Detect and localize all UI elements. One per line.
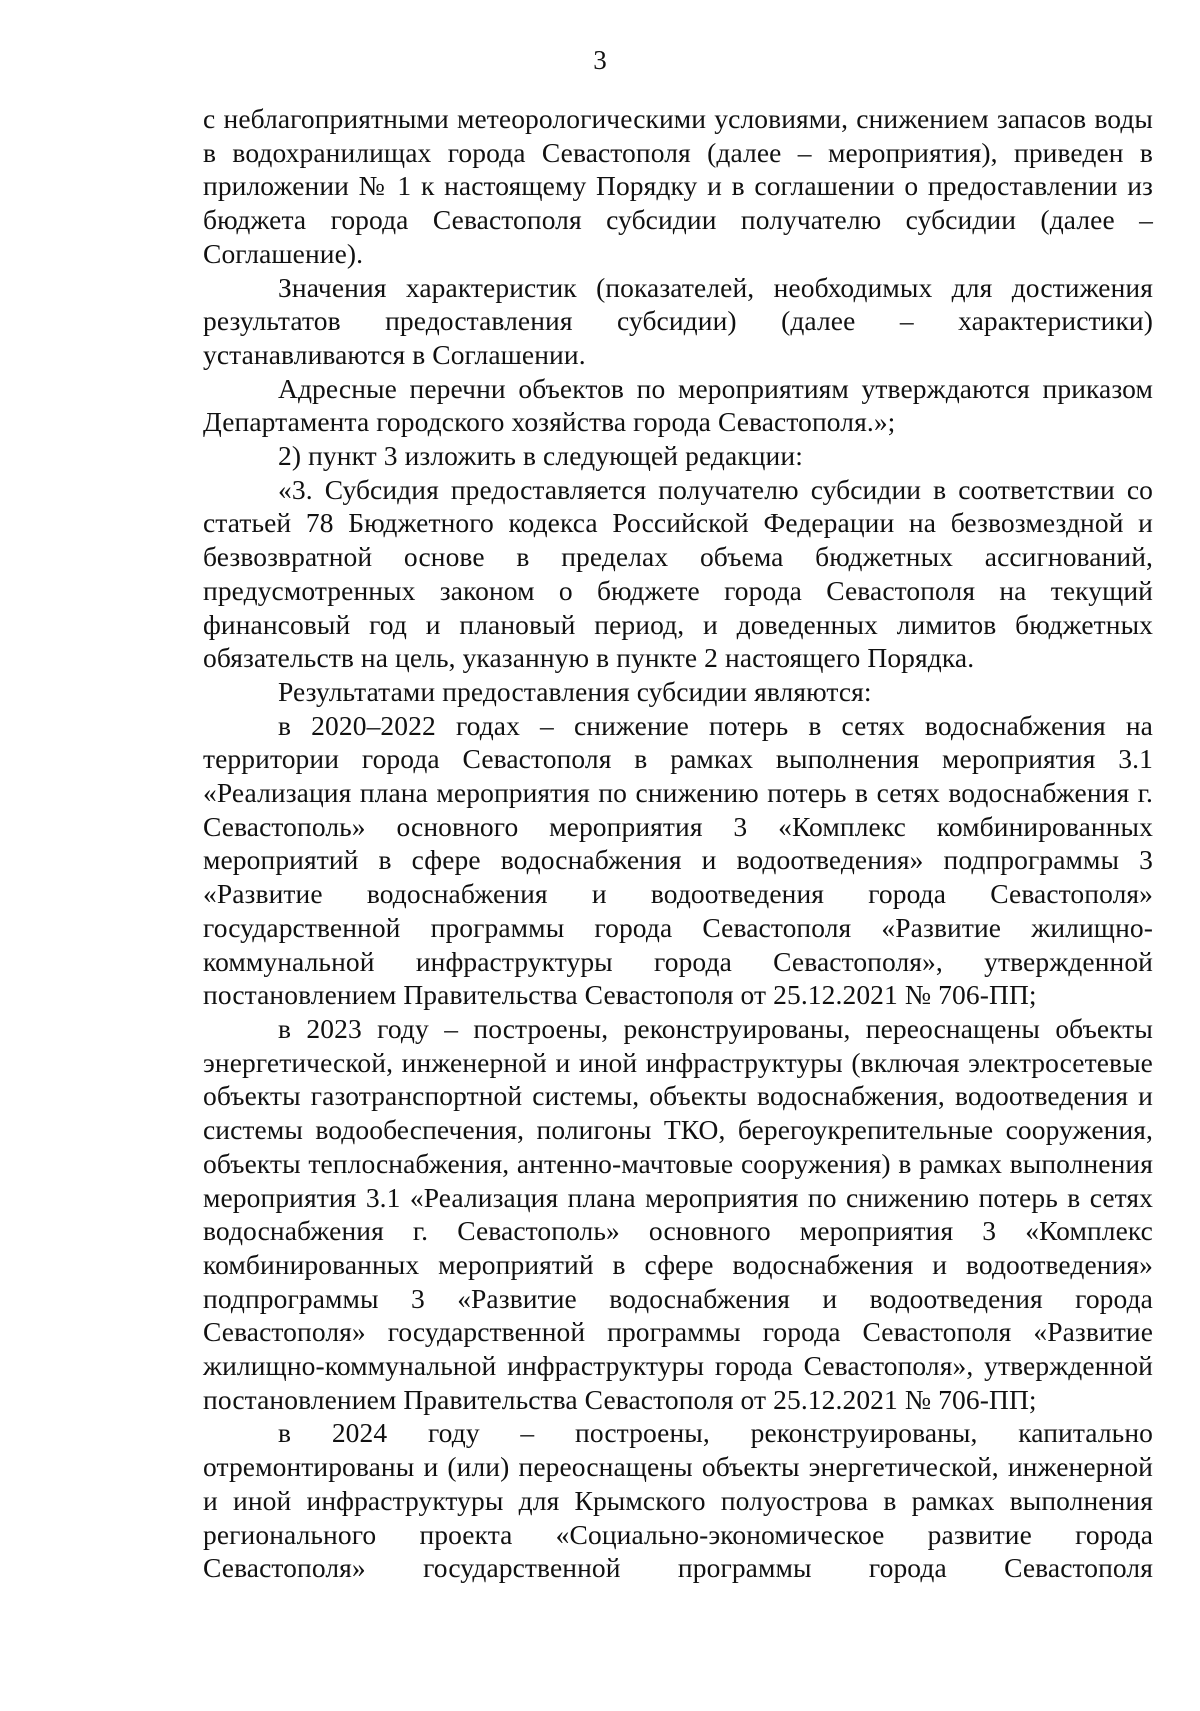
document-body — [203, 102, 1153, 1585]
paragraph-characteristics: Значения характеристик (показателей, необходимых для достижения результатов предоставления субсидии) (далее – характеристики) устанавливаются в Соглашении. — [203, 271, 1153, 370]
paragraph-clause-3: «3. Субсидия предоставляется получателю субсидии в соответствии со статьей 78 Бюджетного кодекса Российской Федерации на безвозмездной и безвозвратной основе в пределах объема бюджетных ассигнований, предусмотренных законом о бюджете города Севастополя на текущий финансовый год и плановый период, и доведенных лимитов бюджетных обязательств на цель, указанную в пункте 2 настоящего Порядка. — [203, 473, 1153, 674]
paragraph-results-2020-2022: в 2020–2022 годах – снижение потерь в сетях водоснабжения на территории города Севастополя в рамках выполнения мероприятия 3.1 «Реализация плана мероприятия по снижению потерь в сетях водоснабжения г. Севастополь» основного мероприятия 3 «Комплекс комбинированных мероприятий в сфере водоснабжения и водоотведения» подпрограммы 3 «Развитие водоснабжения и водоотведения города Севастополя» государственной программы города Севастополя «Развитие жилищно-коммунальной инфраструктуры города Севастополя», утвержденной постановлением Правительства Севастополя от 25.12.2021 № 706-ПП; — [203, 709, 1153, 1011]
paragraph-address-lists: Адресные перечни объектов по мероприятиям утверждаются приказом Департамента городского хозяйства города Севастополя.»; — [203, 372, 1153, 438]
paragraph-results-intro: Результатами предоставления субсидии являются: — [278, 675, 872, 707]
paragraph-item-2: 2) пункт 3 изложить в следующей редакции: — [278, 440, 803, 472]
paragraph-results-2023: в 2023 году – построены, реконструированы, переоснащены объекты энергетической, инженерной и иной инфраструктуры (включая электросетевые объекты газотранспортной системы, объекты водоснабжения, водоотведения и системы водообеспечения, полигоны ТКО, берегоукрепительные сооружения, объекты теплоснабжения, антенно-мачтовые сооружения) в рамках выполнения мероприятия 3.1 «Реализация плана мероприятия по снижению потерь в сетях водоснабжения г. Севастополь» основного мероприятия 3 «Комплекс комбинированных мероприятий в сфере водоснабжения и водоотведения» подпрограммы 3 «Развитие водоснабжения и водоотведения города Севастополя» государственной программы города Севастополя «Развитие жилищно-коммунальной инфраструктуры города Севастополя», утвержденной постановлением Правительства Севастополя от 25.12.2021 № 706-ПП; — [203, 1012, 1153, 1415]
paragraph-results-2024: в 2024 году – построены, реконструированы, капитально отремонтированы и (или) переоснащены объекты энергетической, инженерной и иной инфраструктуры для Крымского полуострова в рамках выполнения регионального проекта «Социально-экономическое развитие города Севастополя» государственной программы города Севастополя — [203, 1417, 1153, 1584]
paragraph-continuation: с неблагоприятными метеорологическими условиями, снижением запасов воды в водохранилищах города Севастополя (далее – мероприятия), приведен в приложении № 1 к настоящему Порядку и в соглашении о предоставлении из бюджета города Севастополя субсидии получателю субсидии (далее – Соглашение). — [203, 103, 1153, 269]
page-number: 3 — [593, 45, 607, 75]
